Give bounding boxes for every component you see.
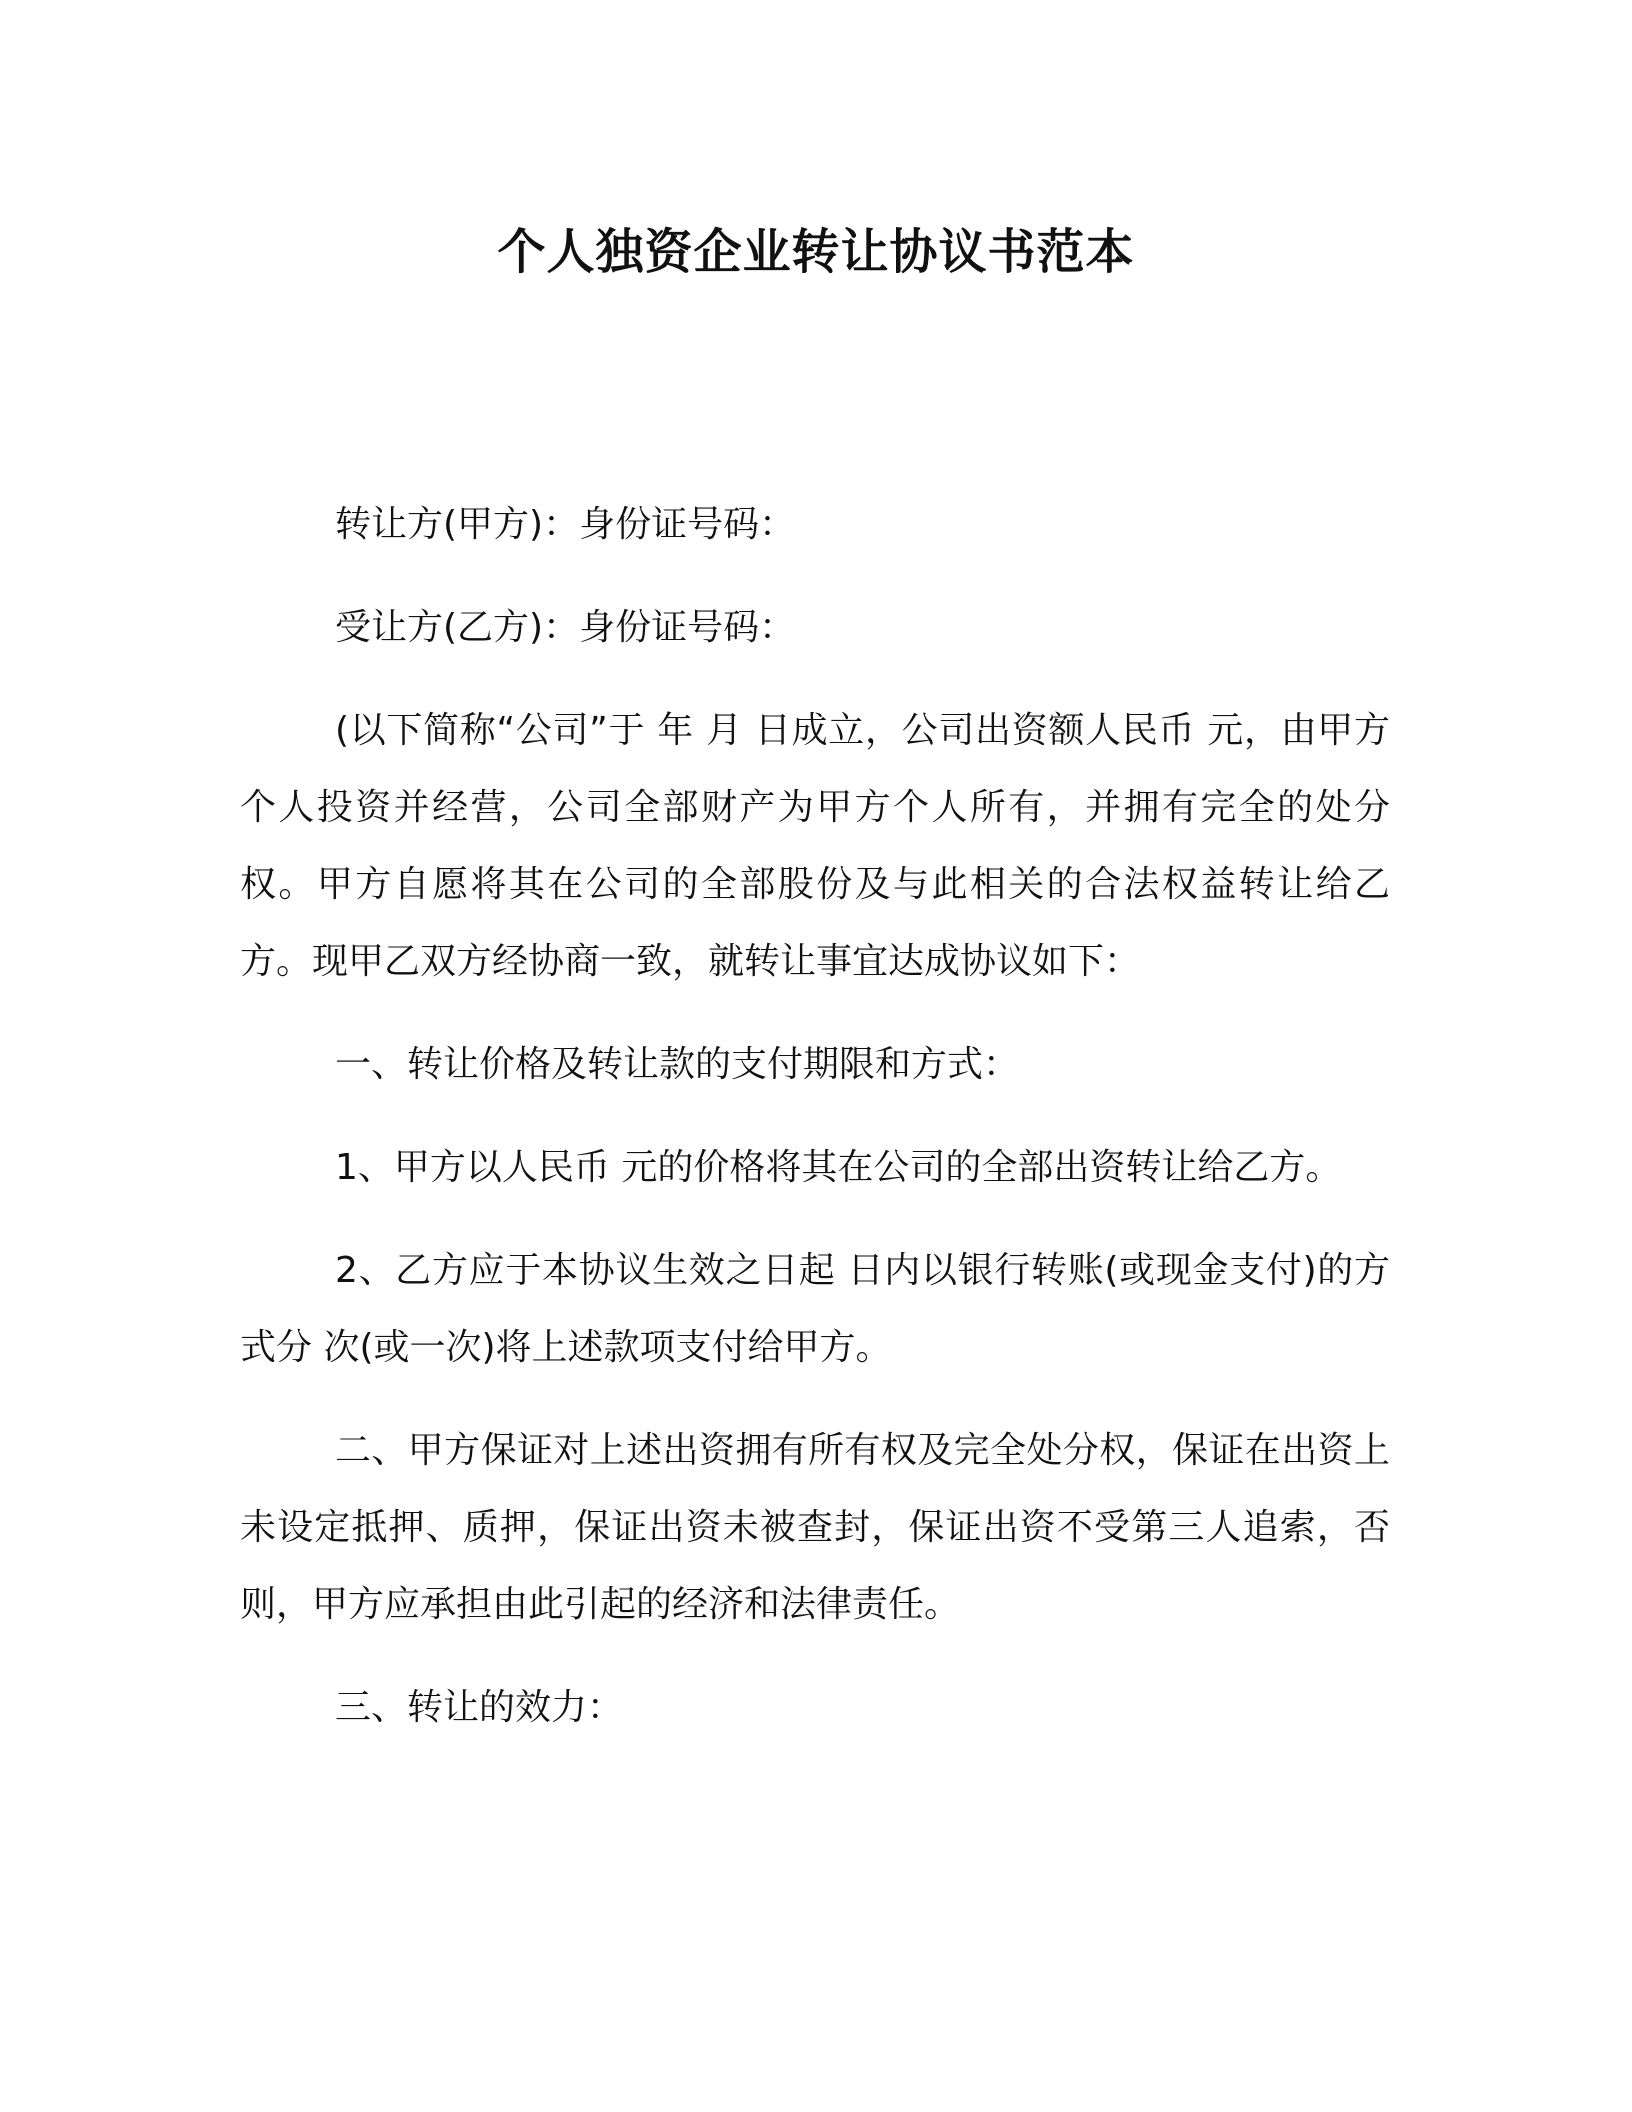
section-guarantee: 二、甲方保证对上述出资拥有所有权及完全处分权，保证在出资上未设定抵押、质押，保证出资未被查封，保证出资不受第三人追索，否则，甲方应承担由此引起的经济和法律责任。 [240,1430,1390,1625]
document-body [240,486,1390,1772]
paragraph-preamble: (以下简称“公司”于 年 月 日成立，公司出资额人民币 元，由甲方个人投资并经营，公司全部财产为甲方个人所有，并拥有完全的处分权。甲方自愿将其在公司的全部股份及与此相关的合法权益转让给乙方。现甲乙双方经协商一致，就转让事宜达成协议如下： [240,710,1390,982]
clause-1-price: 1、甲方以人民币 元的价格将其在公司的全部出资转让给乙方。 [335,1147,1342,1188]
paragraph-transferee: 受让方(乙方)：身份证号码： [335,607,796,648]
section-heading-effect: 三、转让的效力： [335,1687,624,1728]
clause-2-payment: 2、乙方应于本协议生效之日起 日内以银行转账(或现金支付)的方式分 次(或一次)将上述款项支付给甲方。 [240,1250,1390,1368]
section-heading-price: 一、转让价格及转让款的支付期限和方式： [335,1044,1020,1085]
paragraph-transferor: 转让方(甲方)：身份证号码： [335,504,796,545]
document-title: 个人独资企业转让协议书范本 [497,224,1135,280]
